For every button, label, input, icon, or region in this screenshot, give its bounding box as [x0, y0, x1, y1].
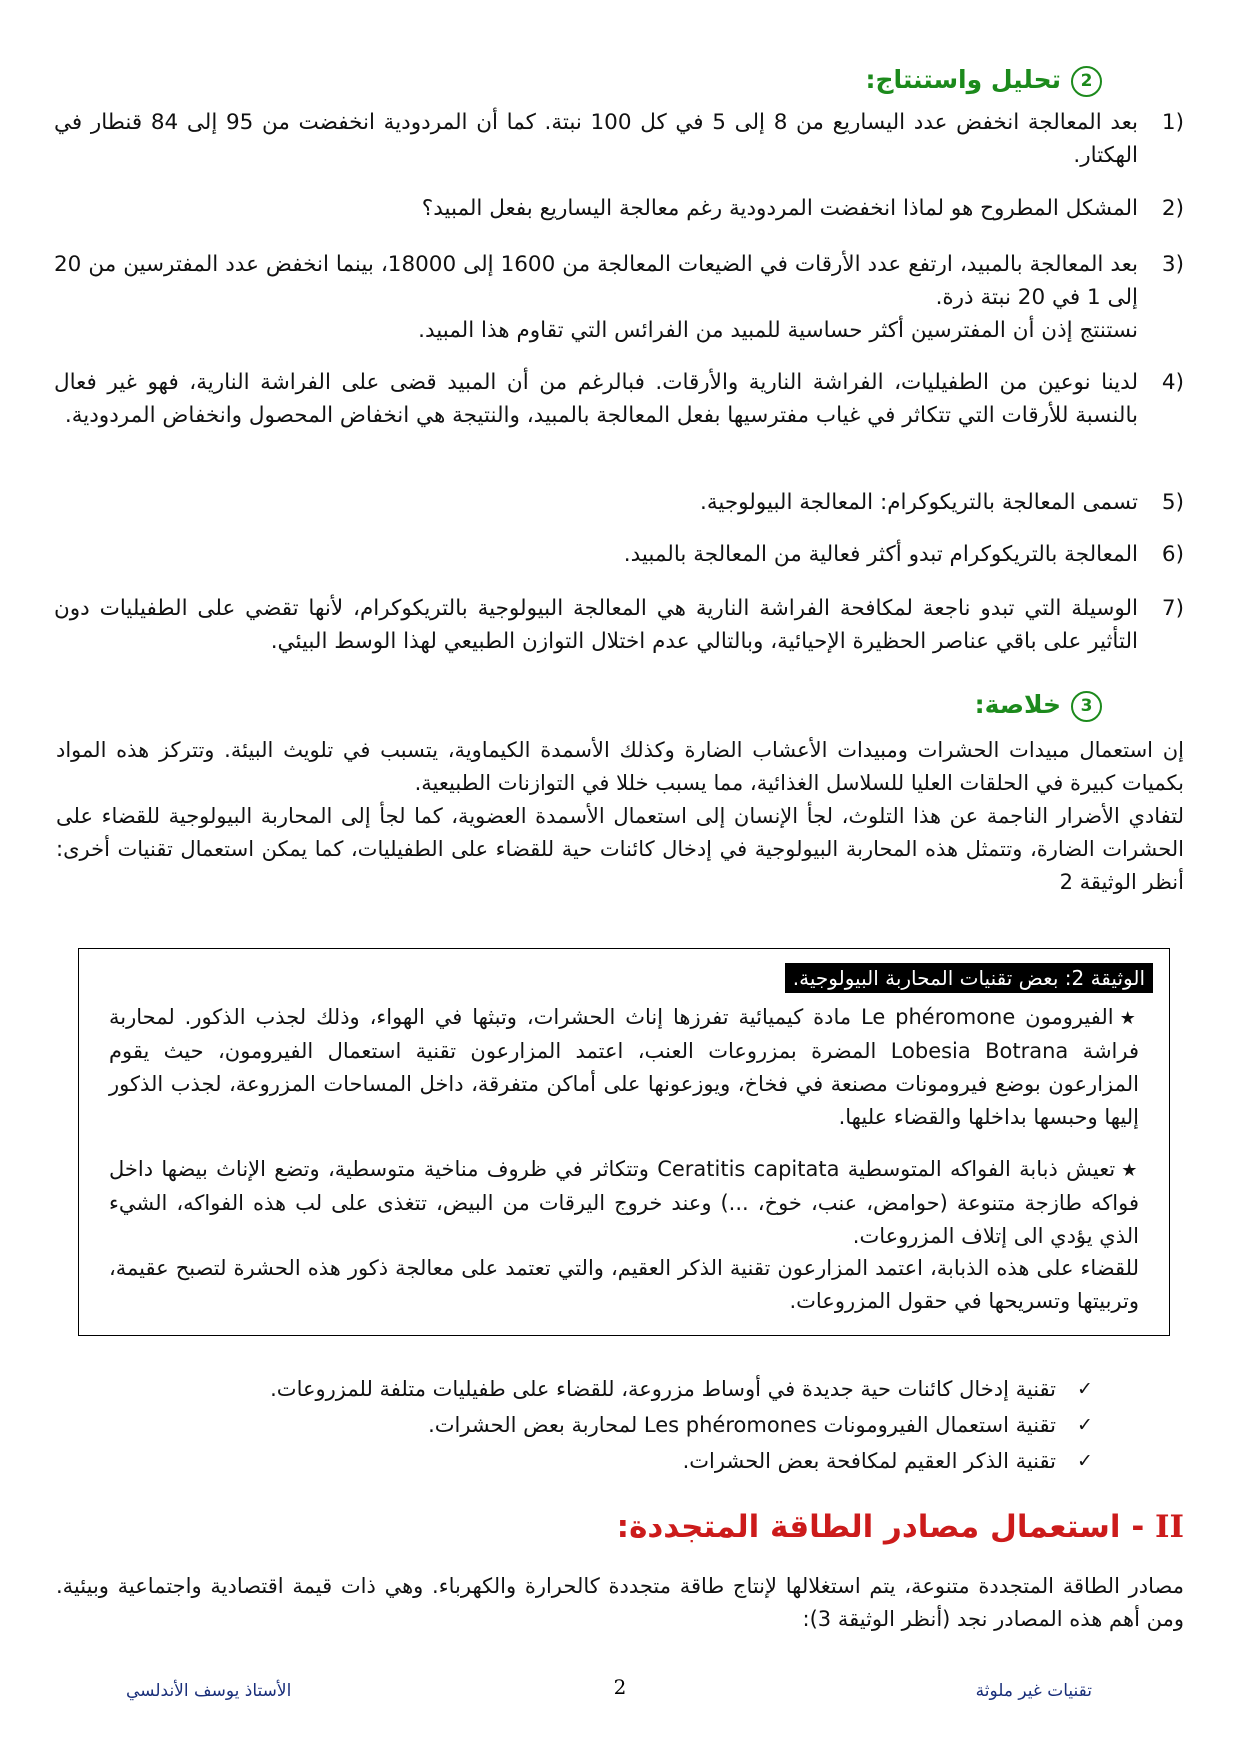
item-text: بعد المعالجة بالمبيد، ارتفع عدد الأرقات في الضيعات المعالجة من 1600 إلى 18000، بينما انخفض عدد المفترسين من 20 إلى 1 في 20 نبتة ذرة.	[54, 252, 1138, 310]
item-number: 6)	[1161, 542, 1184, 567]
item-text: لدينا نوعين من الطفيليات، الفراشة النارية والأرقات. فبالرغم من أن المبيد قضى على الفراشة النارية، فهو غير فعال بالنسبة للأرقات التي تتكاثر في غياب مفترسيها بفعل المعالجة بالمبيد، والنتيجة هي انخفاض المحصول وانخفاض المردودية.	[54, 370, 1138, 428]
section-2-title: تحليل واستنتاج:	[865, 65, 1061, 94]
item-text: تسمى المعالجة بالتريكوكرام: المعالجة البيولوجية.	[700, 490, 1138, 515]
star-bullet-icon: ★	[1119, 1008, 1139, 1029]
analysis-item-3	[54, 248, 1184, 347]
document-2-box	[78, 948, 1170, 1336]
section-II-paragraph: مصادر الطاقة المتجددة متنوعة، يتم استغلالها لإنتاج طاقة متجددة كالحرارة والكهرباء. وهي ذات قيمة اقتصادية واجتماعية وبيئية. ومن أهم هذه المصادر نجد (أنظر الوثيقة 3):	[56, 1574, 1184, 1631]
checklist-item: ✓ تقنية استعمال الفيرومونات Les phéromones لمحاربة بعض الحشرات.	[120, 1407, 1100, 1443]
summary-paragraph-2: لتفادي الأضرار الناجمة عن هذا التلوث، لجأ الإنسان إلى استعمال الأسمدة العضوية، كما لجأ إلى المحاربة البيولوجية للقضاء على الحشرات الضارة، وتتمثل هذه المحاربة البيولوجية في إدخال كائنات حية للقضاء على الطفيليات، كما يمكن استعمال تقنيات أخرى: أنظر الوثيقة 2	[56, 804, 1184, 894]
item-text: المعالجة بالتريكوكرام تبدو أكثر فعالية من المعالجة بالمبيد.	[623, 542, 1138, 567]
document-2-title: الوثيقة 2: بعض تقنيات المحاربة البيولوجية.	[785, 963, 1153, 993]
analysis-item-6	[54, 538, 1184, 571]
analysis-item-2	[54, 192, 1184, 225]
section-II-heading	[617, 1505, 1184, 1549]
section-II-title: - استعمال مصادر الطاقة المتجددة:	[616, 1509, 1145, 1545]
analysis-item-7	[54, 592, 1184, 658]
checkmark-icon: ✓	[1077, 1378, 1093, 1400]
item-text: المشكل المطروح هو لماذا انخفضت المردودية رغم معالجة اليساريع بفعل المبيد؟	[421, 196, 1138, 221]
section-3-title: خلاصة:	[974, 690, 1061, 719]
checklist-item: ✓ تقنية الذكر العقيم لمكافحة بعض الحشرات.	[120, 1443, 1100, 1479]
item-text: الوسيلة التي تبدو ناجعة لمكافحة الفراشة النارية هي المعالجة البيولوجية بالتريكوكرام، لأنها تقضي على الطفيليات دون التأثير على باقي عناصر الحظيرة الإحيائية، وبالتالي عدم اختلال التوازن الطبيعي لهذا الوسط البيئي.	[54, 596, 1138, 654]
item-number: 5)	[1161, 490, 1184, 515]
circled-number-3: 3	[1071, 691, 1102, 722]
document-2-paragraph-2: ★تعيش ذبابة الفواكه المتوسطية Ceratitis capitata وتتكاثر في ظروف مناخية متوسطية، وتضع الإناث بيضها داخل فواكه طازجة متنوعة (حوامض، عنب، خوخ، ...) وعند خروج اليرقات من البيض، تتغذى على لب هذه الفواكه، الشيء الذي يؤدي الى إتلاف المزروعات.	[109, 1157, 1140, 1248]
analysis-item-1	[54, 106, 1184, 172]
footer-page-number: 2	[613, 1675, 627, 1699]
checkmark-icon: ✓	[1077, 1414, 1093, 1436]
footer-subject: تقنيات غير ملوثة	[975, 1681, 1092, 1701]
section-2-heading	[865, 62, 1102, 98]
item-conclusion: نستنتج إذن أن المفترسين أكثر حساسية للمبيد من الفرائس التي تقاوم هذا المبيد.	[418, 318, 1138, 343]
item-number: 4)	[1161, 370, 1184, 395]
footer-author: الأستاذ يوسف الأندلسي	[126, 1681, 292, 1701]
item-number: 2)	[1161, 196, 1184, 221]
checklist-item: ✓ تقنية إدخال كائنات حية جديدة في أوساط مزروعة، للقضاء على طفيليات متلفة للمزروعات.	[120, 1371, 1100, 1407]
item-text: بعد المعالجة انخفض عدد اليساريع من 8 إلى 5 في كل 100 نبتة. كما أن المردودية انخفضت من 95 إلى 84 قنطار في الهكتار.	[54, 110, 1138, 168]
analysis-item-4	[54, 366, 1184, 432]
document-2-paragraph-1: ★الفيرومون Le phéromone مادة كيميائية تفرزها إناث الحشرات، وتبثها في الهواء، وذلك لجذب الذكور. لمحاربة فراشة Lobesia Botrana المضرة بمزروعات العنب، اعتمد المزارعون تقنية استعمال الفيرومون، حيث يقوم المزارعون بوضع فيرومونات مصنعة في فخاخ، ويوزعونها على أماكن متفرقة، داخل المساحات المزروعة، لجذب الذكور إليها وحبسها بداخلها والقضاء عليها.	[109, 1005, 1139, 1129]
document-2-paragraph-3: للقضاء على هذه الذبابة، اعتمد المزارعون تقنية الذكر العقيم، والتي تعتمد على معالجة ذكور هذه الحشرة لتصبح عقيمة، وتربيتها وتسريحها في حقول المزروعات.	[109, 1256, 1139, 1313]
techniques-checklist	[120, 1371, 1100, 1479]
summary-paragraph-1: إن استعمال مبيدات الحشرات ومبيدات الأعشاب الضارة وكذلك الأسمدة الكيماوية، يتسبب في تلويث البيئة. وتتركز هذه المواد بكميات كبيرة في الحلقات العليا للسلاسل الغذائية، مما يسبب خللا في التوازنات الطبيعية.	[56, 738, 1184, 795]
circled-number-2: 2	[1071, 66, 1102, 97]
analysis-item-5	[54, 486, 1184, 519]
section-3-heading	[975, 687, 1102, 723]
item-number: 1)	[1161, 110, 1184, 135]
section-II-roman: II	[1154, 1509, 1184, 1545]
item-number: 3)	[1161, 252, 1184, 277]
star-bullet-icon: ★	[1121, 1160, 1140, 1181]
item-number: 7)	[1161, 596, 1184, 621]
checkmark-icon: ✓	[1077, 1450, 1093, 1472]
